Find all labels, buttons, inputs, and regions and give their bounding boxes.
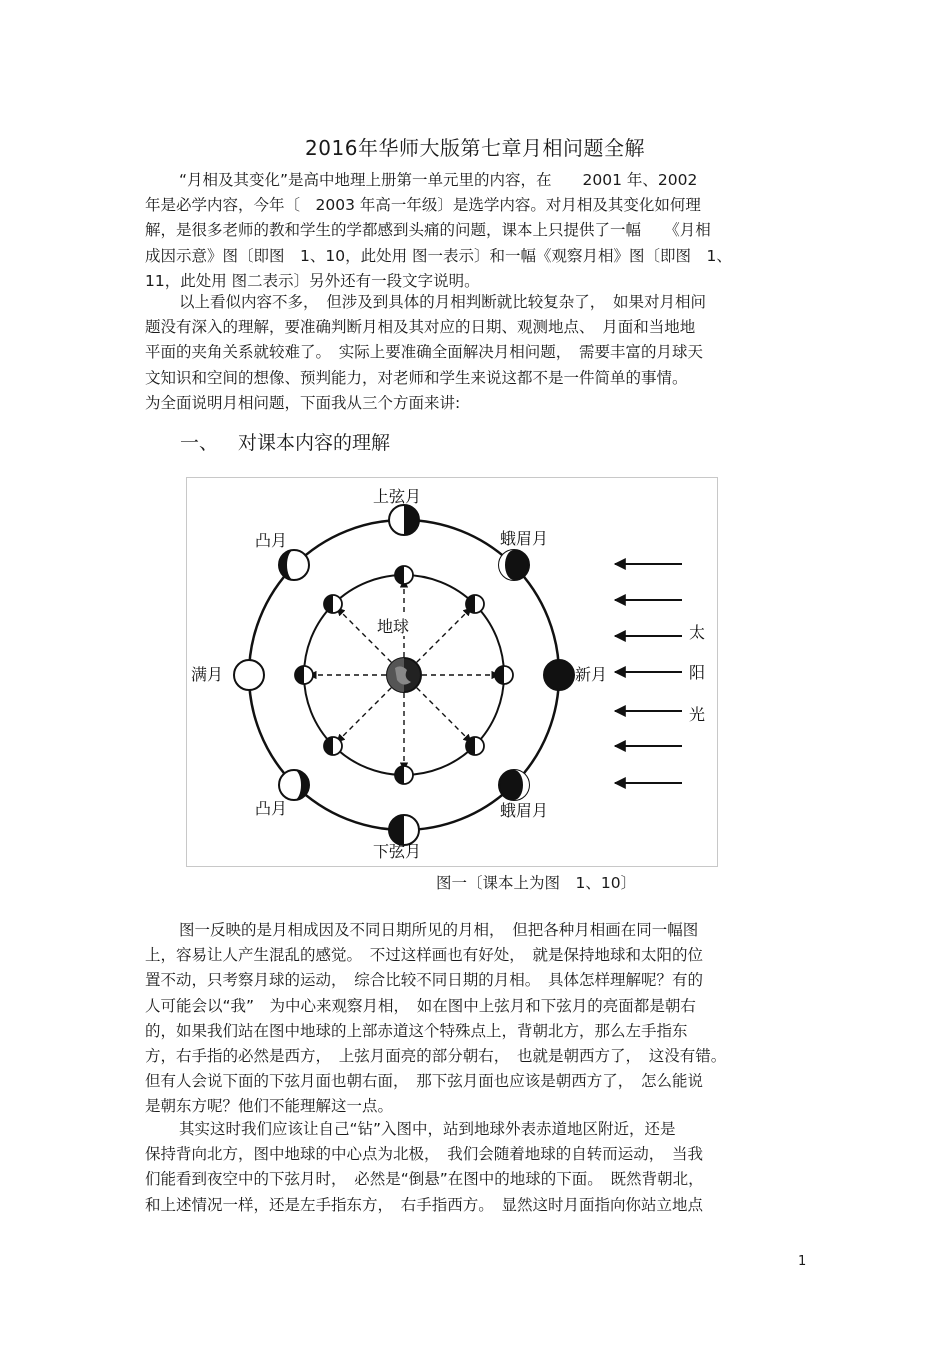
text-line: 方，右手指的必然是西方， 上弦月面亮的部分朝右， 也就是朝西方了， 这没有错。: [145, 1047, 727, 1066]
text-line: 题没有深入的理解，要准确判断月相及其对应的日期、观测地点、 月面和当地地: [145, 318, 696, 337]
upper-left-gibbous-label: 凸月: [255, 531, 288, 550]
upper-right-crescent-icon: [499, 550, 529, 580]
text-line: 为全面说明月相问题，下面我从三个方面来讲:: [145, 393, 461, 412]
text-line: 和上述情况一样，还是左手指东方， 右手指西方。 显然这时月面指向你站立地点: [145, 1195, 704, 1214]
text-line: 上，容易让人产生混乱的感觉。 不过这样画也有好处， 就是保持地球和太阳的位: [145, 946, 704, 965]
lower-left-gibbous-label: 凸月: [255, 799, 288, 818]
text-line: 但有人会说下面的下弦月面也朝右面， 那下弦月面也应该是朝西方了， 怎么能说: [145, 1072, 704, 1091]
text-line: 成因示意》图〔即图 1、10，此处用 图一表示〕和一幅《观察月相》图〔即图 1、: [145, 246, 732, 265]
text-line: 平面的夹角关系就较难了。 实际上要准确全面解决月相问题， 需要丰富的月球天: [145, 343, 704, 362]
upper-right-crescent-label: 蛾眉月: [500, 529, 549, 548]
new-moon-icon: [544, 660, 574, 690]
last-quarter-moon-icon: [389, 815, 419, 845]
sunlight-label-2: 阳: [689, 663, 706, 682]
first-quarter-moon-icon: [389, 505, 419, 535]
text-line: 以上看似内容不多， 但涉及到具体的月相判断就比较复杂了， 如果对月相问: [179, 293, 707, 311]
full-moon-label: 满月: [191, 665, 224, 684]
text-line: 年是必学内容，今年〔 2003 年高一年级〕是选学内容。对月相及其变化如何理: [145, 196, 701, 215]
text-line: 们能看到夜空中的下弦月时， 必然是“倒悬”在图中的地球的下面。 既然背朝北，: [145, 1170, 704, 1189]
lower-right-crescent-icon: [499, 770, 529, 800]
text-line: 11，此处用 图二表示〕另外还有一段文字说明。: [145, 271, 480, 290]
section-title: 对课本内容的理解: [238, 432, 391, 454]
second-paragraph: [145, 290, 813, 416]
document-title: 2016年华师大版第七章月相问题全解: [305, 136, 645, 160]
text-line: 的，如果我们站在图中地球的上部赤道这个特殊点上，背朝北方，那么左手指东: [145, 1021, 688, 1040]
text-line: 置不动，只考察月球的运动， 综合比较不同日期的月相。 具体怎样理解呢？有的: [145, 971, 704, 990]
moon-phase-diagram: [187, 478, 717, 866]
first-quarter-label: 上弦月: [373, 487, 422, 506]
upper-left-gibbous-icon: [279, 550, 309, 580]
text-line: 图一反映的是月相成因及不同日期所见的月相， 但把各种月相画在同一幅图: [179, 921, 699, 939]
lower-left-gibbous-icon: [279, 770, 309, 800]
sunlight-label-3: 光: [689, 705, 706, 724]
page-number: 1: [798, 1254, 807, 1269]
section-heading: [180, 428, 390, 455]
earth-icon: [387, 658, 421, 692]
text-line: “月相及其变化”是高中地理上册第一单元里的内容，在 2001 年、2002: [179, 171, 698, 189]
lower-right-crescent-label: 蛾眉月: [500, 801, 549, 820]
sunlight-label-1: 太: [689, 623, 706, 642]
third-paragraph: [145, 918, 813, 1120]
section-number: 一、: [180, 432, 219, 454]
new-moon-label: 新月: [575, 665, 608, 684]
text-line: 解，是很多老师的教和学生的学都感到头痛的问题，课本上只提供了一幅 《月相: [145, 221, 711, 240]
full-moon-icon: [234, 660, 264, 690]
text-line: 保持背向北方，图中地球的中心点为北极， 我们会随着地球的自转而运动， 当我: [145, 1145, 704, 1164]
text-line: 文知识和空间的想像、预判能力，对老师和学生来说这都不是一件简单的事情。: [145, 368, 688, 387]
text-line: 是朝东方呢？他们不能理解这一点。: [145, 1097, 394, 1116]
earth-label: 地球: [377, 617, 410, 636]
text-line: 人可能会以“我” 为中心来观察月相， 如在图中上弦月和下弦月的亮面都是朝右: [145, 996, 696, 1015]
intro-paragraph: [145, 168, 813, 294]
fourth-paragraph: [145, 1117, 813, 1218]
figure-caption: 图一〔课本上为图 1、10〕: [436, 874, 637, 892]
moon-phase-figure: [186, 477, 718, 867]
text-line: 其实这时我们应该让自己“钻”入图中，站到地球外表赤道地区附近，还是: [179, 1120, 676, 1138]
sunlight-arrows: [615, 564, 682, 783]
last-quarter-label: 下弦月: [373, 842, 422, 861]
